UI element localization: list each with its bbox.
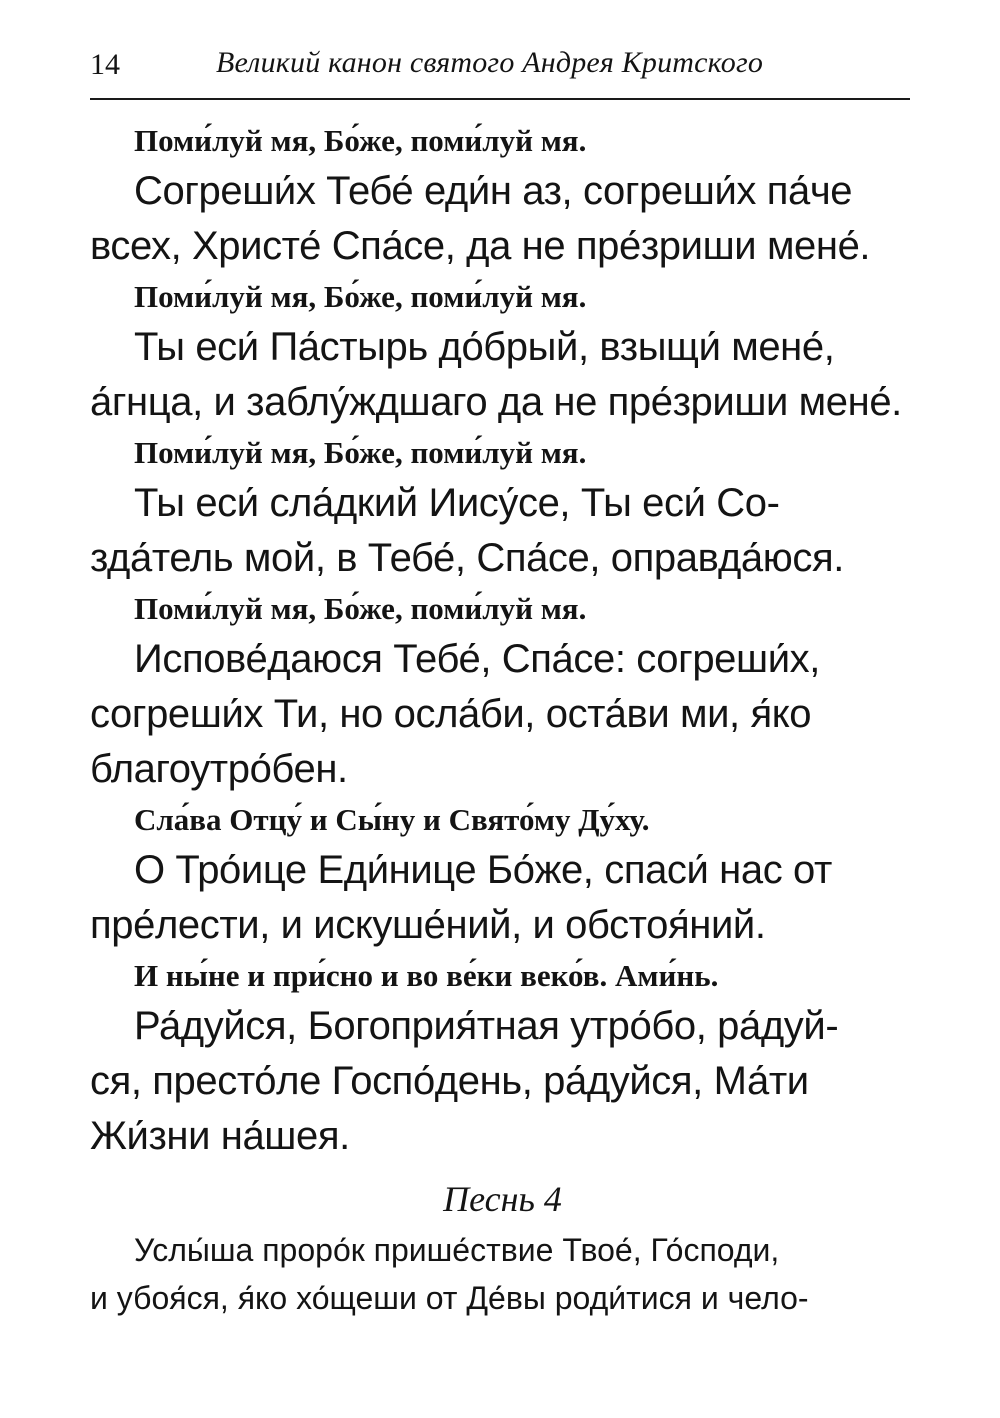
- text-line: а́гнца, и заблу́ждшаго да не пре́зриши мене́.: [90, 380, 902, 424]
- text-line: Ра́дуйся, Богоприя́тная утро́бо, ра́дуй-: [134, 1004, 839, 1048]
- text-line: Ты еси́ сла́дкий Иису́се, Ты еси́ Со-: [134, 481, 780, 525]
- page-body: [90, 118, 915, 1322]
- text-line: ся, престо́ле Госпо́день, ра́дуйся, Ма́ти: [90, 1059, 809, 1103]
- text-line: О Тро́ице Еди́нице Бо́же, спаси́ нас от: [134, 848, 832, 892]
- irmos: [90, 1226, 915, 1322]
- page-number: 14: [90, 48, 120, 81]
- theotokion: [90, 999, 915, 1164]
- refrain: Поми́луй мя, Бо́же, поми́луй мя.: [134, 591, 587, 626]
- song-heading: Песнь 4: [443, 1179, 562, 1219]
- text-line: Согреши́х Тебе́ еди́н аз, согреши́х па́че: [134, 169, 853, 213]
- refrain: Поми́луй мя, Бо́же, поми́луй мя.: [134, 435, 587, 470]
- text-line: зда́тель мой, в Тебе́, Спа́се, оправда́юся.: [90, 536, 844, 580]
- text-line: Испове́даюся Тебе́, Спа́се: согреши́х,: [134, 637, 820, 681]
- troparion: [90, 476, 915, 586]
- text-line: всех, Христе́ Спа́се, да не пре́зриши мене́.: [90, 224, 871, 268]
- text-line: и убоя́ся, я́ко хо́щеши от Де́вы роди́тися и чело-: [90, 1280, 809, 1316]
- doxology: Сла́ва Отцу́ и Сы́ну и Свято́му Ду́ху.: [134, 802, 650, 837]
- running-title: Великий канон святого Андрея Критского: [216, 46, 764, 79]
- text-line: Жи́зни на́шея.: [90, 1114, 350, 1158]
- troparion: [90, 320, 915, 430]
- refrain: Поми́луй мя, Бо́же, поми́луй мя.: [134, 279, 587, 314]
- text-line: благоутро́бен.: [90, 747, 348, 791]
- text-line: Услы́ша проро́к прише́ствие Твое́, Го́споди,: [134, 1232, 780, 1268]
- troparion: [90, 632, 915, 797]
- doxology: И ны́не и при́сно и во ве́ки веко́в. Ами́нь.: [134, 958, 719, 993]
- text-line: пре́лести, и искуше́ний, и обстоя́ний.: [90, 903, 766, 947]
- refrain: Поми́луй мя, Бо́же, поми́луй мя.: [134, 123, 587, 158]
- troparion: [90, 843, 915, 953]
- troparion: [90, 164, 915, 274]
- text-line: согреши́х Ти, но осла́би, оста́ви ми, я́ко: [90, 692, 812, 736]
- text-line: Ты еси́ Па́стырь до́брый, взыщи́ мене́,: [134, 325, 835, 369]
- page-header: [90, 40, 910, 100]
